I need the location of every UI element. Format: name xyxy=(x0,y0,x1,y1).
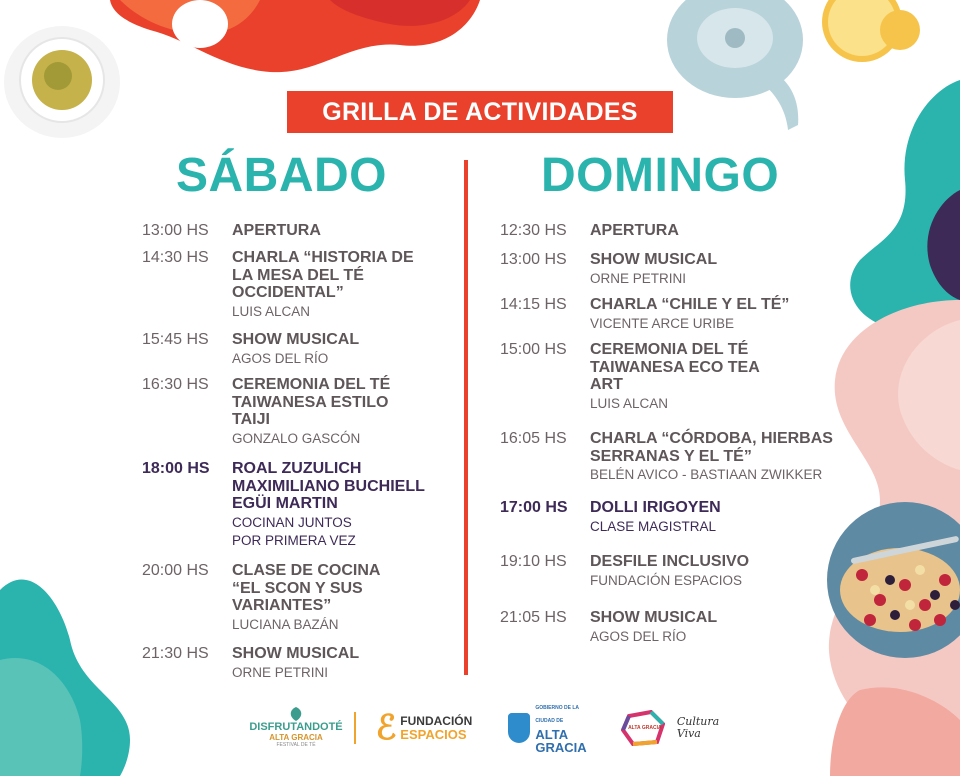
schedule-item xyxy=(500,296,890,333)
schedule-item-highlight xyxy=(142,460,447,550)
logo-separator xyxy=(354,712,356,744)
item-presenter: ORNE PETRINI xyxy=(232,664,329,680)
item-presenter: GONZALO GASCÓN xyxy=(232,430,361,446)
logo-tagline: GOBIERNO DE LA CIUDAD DE xyxy=(535,704,579,724)
item-presenter: VICENTE ARCE URIBE xyxy=(590,315,735,331)
item-activity: APERTURA xyxy=(590,222,679,239)
item-time: 16:30 HS xyxy=(142,376,209,393)
sunday-heading: DOMINGO xyxy=(541,149,780,202)
schedule-item xyxy=(142,222,467,240)
logo-tagline: FESTIVAL DE TÉ xyxy=(276,742,316,748)
schedule-item xyxy=(500,222,890,240)
disfrutando-te-logo xyxy=(244,705,348,750)
item-presenter: AGOS DEL RÍO xyxy=(590,628,687,644)
logo-text: GRACIA xyxy=(535,739,587,755)
shield-icon xyxy=(508,713,530,743)
item-time: 16:05 HS xyxy=(500,430,567,447)
item-time: 21:05 HS xyxy=(500,609,567,626)
page-title: GRILLA DE ACTIVIDADES xyxy=(287,91,673,133)
item-time: 14:30 HS xyxy=(142,249,209,266)
schedule-item xyxy=(142,249,422,321)
item-time: 19:10 HS xyxy=(500,553,567,570)
item-activity: CLASE DE COCINA “EL SCON Y SUS VARIANTES” xyxy=(232,562,380,614)
item-activity: CEREMONIA DEL TÉ TAIWANESA ESTILO TAIJI xyxy=(232,376,391,428)
schedule-item xyxy=(500,251,890,288)
logo-text: ESPACIOS xyxy=(400,726,467,742)
schedule-item xyxy=(500,553,890,590)
item-activity: CEREMONIA DEL TÉ TAIWANESA ECO TEA ART xyxy=(590,341,760,393)
item-presenter: ORNE PETRINI xyxy=(590,270,687,286)
item-time: 18:00 HS xyxy=(142,460,210,477)
item-time: 21:30 HS xyxy=(142,645,209,662)
item-activity: APERTURA xyxy=(232,222,321,239)
item-presenter: COCINAN JUNTOS POR PRIMERA VEZ xyxy=(232,514,356,548)
item-presenter: LUIS ALCAN xyxy=(232,303,311,319)
item-activity: SHOW MUSICAL xyxy=(232,645,360,662)
item-activity: DESFILE INCLUSIVO xyxy=(590,553,750,570)
fundacion-espacios-logo xyxy=(368,705,480,750)
item-time: 13:00 HS xyxy=(500,251,567,268)
schedule-item xyxy=(142,562,402,634)
item-presenter: BELÉN AVICO - BASTIAAN ZWIKKER xyxy=(590,467,823,482)
item-time: 20:00 HS xyxy=(142,562,209,579)
schedule-item xyxy=(500,430,855,484)
logo-text: DISFRUTANDOTÉ xyxy=(249,721,343,733)
logo-subtext: ALTA GRACIA xyxy=(269,733,323,742)
logo-text: Viva xyxy=(676,726,701,740)
item-time: 13:00 HS xyxy=(142,222,209,239)
item-presenter: AGOS DEL RÍO xyxy=(232,350,329,366)
cultura-viva-logo xyxy=(620,705,720,750)
logo-text: ALTA xyxy=(535,726,569,742)
logo-text: Cultura xyxy=(676,714,720,728)
logo-text: ALTA GRACIA xyxy=(628,724,662,731)
saturday-heading: SÁBADO xyxy=(176,149,388,202)
item-time: 14:15 HS xyxy=(500,296,567,313)
item-activity: SHOW MUSICAL xyxy=(590,609,718,626)
schedule-item xyxy=(142,331,467,368)
item-activity: CHARLA “HISTORIA DE LA MESA DEL TÉ OCCIDENTAL” xyxy=(232,249,414,301)
item-presenter: LUCIANA BAZÁN xyxy=(232,616,339,632)
item-activity: CHARLA “CHILE Y EL TÉ” xyxy=(590,296,790,313)
leaf-icon xyxy=(287,707,305,721)
item-presenter: FUNDACIÓN ESPACIOS xyxy=(590,572,743,588)
item-activity: SHOW MUSICAL xyxy=(590,251,718,268)
schedule-item xyxy=(500,609,890,646)
item-presenter: LUIS ALCAN xyxy=(590,395,669,411)
item-activity: ROAL ZUZULICH MAXIMILIANO BUCHIELL EGÜI MARTIN xyxy=(232,460,425,512)
schedule-item xyxy=(500,341,765,413)
item-time: 12:30 HS xyxy=(500,222,567,239)
logo-text: FUNDACIÓN xyxy=(400,713,473,728)
schedule-item xyxy=(142,376,412,448)
alta-gracia-gobierno-logo xyxy=(508,704,598,755)
item-time: 17:00 HS xyxy=(500,499,568,516)
schedule-item-highlight xyxy=(500,499,890,536)
item-presenter: CLASE MAGISTRAL xyxy=(590,518,717,534)
item-activity: CHARLA “CÓRDOBA, HIERBAS SERRANAS Y EL TÉ” xyxy=(590,430,833,465)
item-activity: DOLLI IRIGOYEN xyxy=(590,499,721,516)
schedule-item xyxy=(142,645,467,682)
item-activity: SHOW MUSICAL xyxy=(232,331,360,348)
e-mark-icon: ℰ xyxy=(375,708,397,747)
item-time: 15:00 HS xyxy=(500,341,567,358)
item-time: 15:45 HS xyxy=(142,331,209,348)
